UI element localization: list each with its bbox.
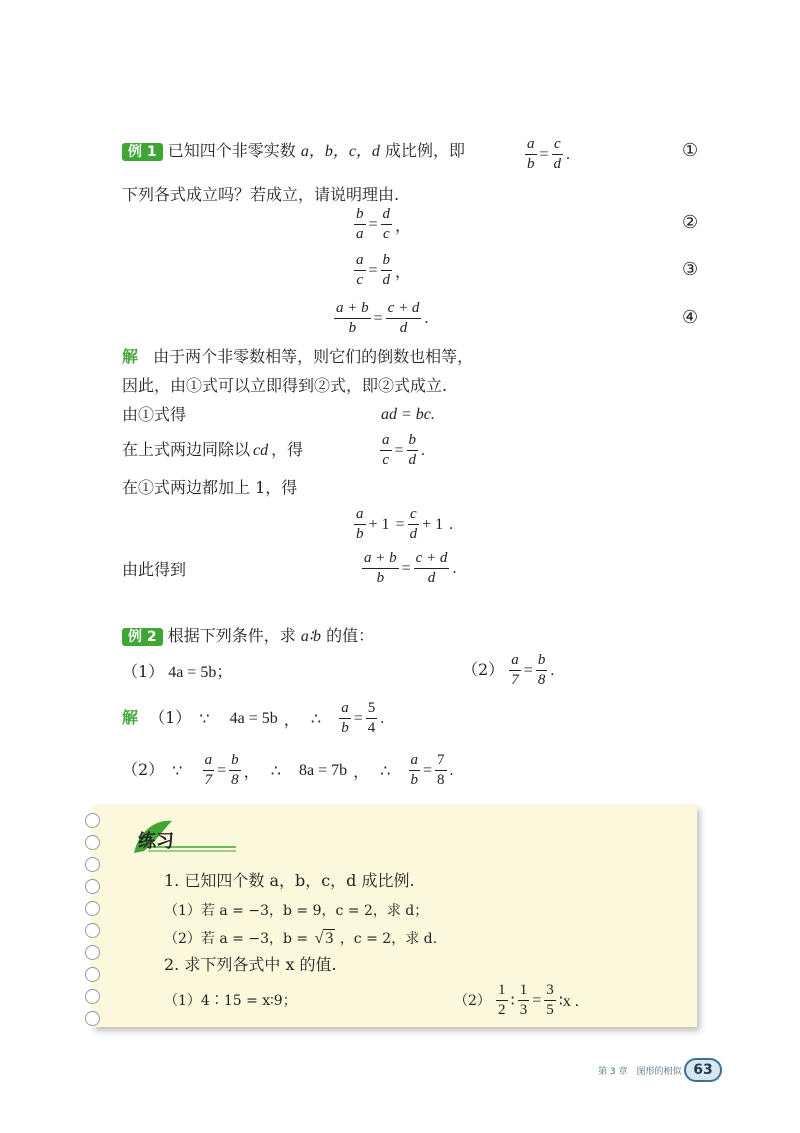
ring-icon — [85, 901, 100, 916]
exercise-q1: 1. 已知四个数 a，b，c，d 成比例. — [164, 871, 415, 890]
example1-question: 下列各式成立吗？若成立，请说明理由. — [122, 185, 400, 204]
equation-result-4: $\frac{a + b}{b}$ = $\frac{c + d}{d}$ . — [364, 550, 457, 586]
example1-intro: 已知四个非零实数 — [167, 141, 296, 160]
equation-mark-3: ③ — [682, 259, 699, 280]
ring-icon — [85, 1011, 100, 1026]
ring-icon — [85, 945, 100, 960]
solution1-line5: 在①式两边都加上 1，得 — [122, 478, 298, 497]
page-number: 63 — [684, 1058, 722, 1082]
solution1-line2: 因此，由①式可以立即得到②式，即②式成立. — [122, 376, 448, 395]
solution-label: 解 — [122, 347, 139, 366]
ring-icon — [85, 923, 100, 938]
chapter-label: 第 3 章 图形的相似 — [598, 1067, 682, 1077]
ring-icon — [85, 879, 100, 894]
solution2-part2: （2） ∵ $\frac{a}{7}$ = $\frac{b}{8}$ ， ∴ 8a = 7b ， ∴ $\frac{a}{b}$ = $\frac{7}{8}$ . — [122, 752, 454, 788]
equation-3: $\frac{a}{c}$ = $\frac{b}{d}$ ， — [356, 252, 412, 288]
exercise-q2-2: （2） $\frac{1}{2}$ ∶ $\frac{1}{3}$ = $\frac{3}{5}$ ∶x . — [454, 982, 579, 1018]
equation-mark-2: ② — [682, 212, 699, 233]
exercise-panel — [92, 805, 697, 1027]
equation-mark-1: ① — [682, 140, 699, 161]
ring-icon — [85, 967, 100, 982]
solution1-line6: 由此得到 — [122, 560, 187, 579]
example2-item1: （1） 4a = 5b； — [122, 662, 233, 681]
solution1-line3: 由①式得 — [122, 405, 187, 424]
example2-badge: 例 2 — [122, 628, 163, 646]
ring-icon — [85, 835, 100, 850]
equation-mark-4: ④ — [682, 307, 699, 328]
ring-icon — [85, 857, 100, 872]
equation-ad-bc: ad = bc. — [381, 406, 435, 423]
equation-4: $\frac{a + b}{b}$ = $\frac{c + d}{d}$ . — [336, 300, 429, 336]
example1-line — [122, 141, 465, 162]
solution1-line4: 在上式两边同除以 cd ，得 — [122, 440, 304, 459]
equation-a-c-b-d: $\frac{a}{c}$ = $\frac{b}{d}$ . — [382, 432, 426, 468]
exercise-q1-2: （2）若 a = −3，b = √ 3 ，c = 2，求 d. — [164, 930, 438, 947]
equation-2: $\frac{b}{a}$ = $\frac{d}{c}$ ， — [356, 206, 412, 242]
exercise-q1-1: （1）若 a = −3，b = 9，c = 2，求 d； — [164, 903, 429, 919]
ring-icon — [85, 989, 100, 1004]
example1-vars: a，b，c，d — [300, 143, 380, 160]
example2-item2: （2） $\frac{a}{7}$ = $\frac{b}{8}$ . — [462, 652, 555, 688]
equation-1: $\frac{a}{b}$ = $\frac{c}{d}$ . — [527, 136, 571, 172]
solution2-part1: 解 （1） ∵ 4a = 5b ， ∴ $\frac{a}{b}$ = $\frac{5}{4}$ . — [122, 700, 385, 736]
solution1-line1: 解 由于两个非零数相等，则它们的倒数也相等， — [122, 347, 474, 366]
exercise-title: 练习 — [138, 831, 174, 852]
ring-icon — [85, 813, 100, 828]
exercise-q2-1: （1）4∶15 = x∶9； — [164, 993, 297, 1009]
example2-line: 例 2 根据下列条件，求 a∶b 的值： — [122, 626, 374, 647]
example1-intro-b: 成比例，即 — [385, 141, 466, 160]
equation-plus-one: $\frac{a}{b}$ + 1 = $\frac{c}{d}$ + 1 . — [356, 506, 454, 542]
example1-badge: 例 1 — [122, 143, 163, 161]
exercise-q2: 2. 求下列各式中 x 的值. — [164, 955, 337, 974]
